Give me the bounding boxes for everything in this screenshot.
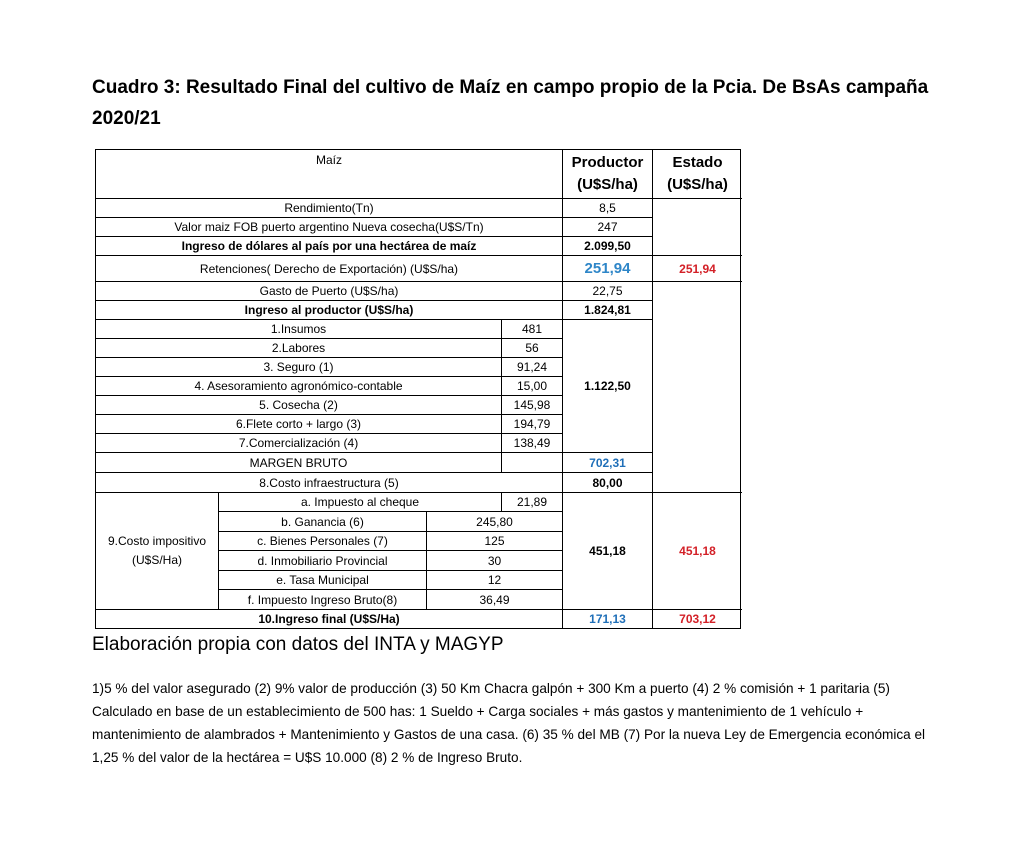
costo-impositivo-label: 9.Costo impositivo (U$S/Ha) — [96, 492, 218, 609]
ingreso-final-estado: 703,12 — [652, 609, 742, 628]
header-productor: Productor (U$S/ha) — [562, 150, 652, 198]
cost-asesoramiento-label: 4. Asesoramiento agronómico-contable — [96, 376, 501, 395]
cost-flete-label: 6.Flete corto + largo (3) — [96, 414, 501, 433]
retenciones-label: Retenciones( Derecho de Exportación) (U$S/ha) — [96, 255, 562, 281]
valor-value: 247 — [562, 217, 652, 236]
cost-seguro-label: 3. Seguro (1) — [96, 357, 501, 376]
tax-inmobiliario-label: d. Inmobiliario Provincial — [218, 550, 426, 570]
rendimiento-label: Rendimiento(Tn) — [96, 198, 562, 217]
margen-bruto-empty — [501, 452, 562, 472]
gasto-puerto-label: Gasto de Puerto (U$S/ha) — [96, 281, 562, 300]
header-estado: Estado (U$S/ha) — [652, 150, 742, 198]
rendimiento-value: 8,5 — [562, 198, 652, 217]
cost-insumos-value: 481 — [501, 319, 562, 338]
estado-blank-top — [652, 198, 742, 255]
cost-cosecha-value: 145,98 — [501, 395, 562, 414]
header-maiz: Maíz — [315, 153, 342, 167]
gasto-puerto-value: 22,75 — [562, 281, 652, 300]
margen-bruto-label: MARGEN BRUTO — [96, 452, 501, 472]
impositivo-productor: 451,18 — [562, 492, 652, 609]
cost-insumos-label: 1.Insumos — [96, 319, 501, 338]
cost-asesoramiento-value: 15,00 — [501, 376, 562, 395]
costs-total: 1.122,50 — [562, 319, 652, 452]
cost-flete-value: 194,79 — [501, 414, 562, 433]
tax-ganancia-value: 245,80 — [426, 511, 562, 531]
retenciones-productor: 251,94 — [562, 255, 652, 281]
tax-inmobiliario-value: 30 — [426, 550, 562, 570]
infraestructura-label: 8.Costo infraestructura (5) — [96, 472, 562, 492]
tax-cheque-label: a. Impuesto al cheque — [218, 492, 501, 511]
footnotes: 1)5 % del valor asegurado (2) 9% valor de producción (3) 50 Km Chacra galpón + 300 Km a puerto (4) 2 % comisión + 1 paritaria (5) Calculado en base de un establecimiento de 500 has: 1 Sueldo + Carga sociales + más gastos y mantenimiento de 1 vehículo + mantenimiento de alambrados + Mantenimiento y Gastos de una casa. (6) 35 % del MB (7) Por la nueva Ley de Emergencia económica el 1,25 % del valor de la hectárea = U$S 10.000 (8) 2 % de Ingreso Bruto. — [92, 681, 926, 765]
tax-bienes-label: c. Bienes Personales (7) — [218, 531, 426, 550]
cost-comercializacion-label: 7.Comercialización (4) — [96, 433, 501, 452]
tax-ingresos-brutos-label: f. Impuesto Ingreso Bruto(8) — [218, 589, 426, 609]
ingreso-final-label: 10.Ingreso final (U$S/Ha) — [96, 609, 562, 628]
tax-cheque-value: 21,89 — [501, 492, 562, 511]
results-table — [95, 149, 741, 629]
ingreso-dolares-value: 2.099,50 — [562, 236, 652, 255]
cost-labores-value: 56 — [501, 338, 562, 357]
valor-label: Valor maiz FOB puerto argentino Nueva cosecha(U$S/Tn) — [96, 217, 562, 236]
ingreso-final-productor: 171,13 — [562, 609, 652, 628]
ingreso-productor-label: Ingreso al productor (U$S/ha) — [96, 300, 562, 319]
cost-seguro-value: 91,24 — [501, 357, 562, 376]
tax-tasa-value: 12 — [426, 570, 562, 589]
retenciones-estado: 251,94 — [652, 255, 742, 281]
cost-comercializacion-value: 138,49 — [501, 433, 562, 452]
estado-blank-mid — [652, 281, 742, 492]
ingreso-productor-value: 1.824,81 — [562, 300, 652, 319]
cost-labores-label: 2.Labores — [96, 338, 501, 357]
source-note: Elaboración propia con datos del INTA y MAGYP — [92, 634, 504, 655]
infraestructura-value: 80,00 — [562, 472, 652, 492]
cost-cosecha-label: 5. Cosecha (2) — [96, 395, 501, 414]
tax-bienes-value: 125 — [426, 531, 562, 550]
table-title: Cuadro 3: Resultado Final del cultivo de Maíz en campo propio de la Pcia. De BsAs campaña 2020/21 — [92, 77, 929, 129]
tax-ganancia-label: b. Ganancia (6) — [218, 511, 426, 531]
impositivo-estado: 451,18 — [652, 492, 742, 609]
tax-ingresos-brutos-value: 36,49 — [426, 589, 562, 609]
ingreso-dolares-label: Ingreso de dólares al país por una hectárea de maíz — [96, 236, 562, 255]
margen-bruto-value: 702,31 — [562, 452, 652, 472]
tax-tasa-label: e. Tasa Municipal — [218, 570, 426, 589]
